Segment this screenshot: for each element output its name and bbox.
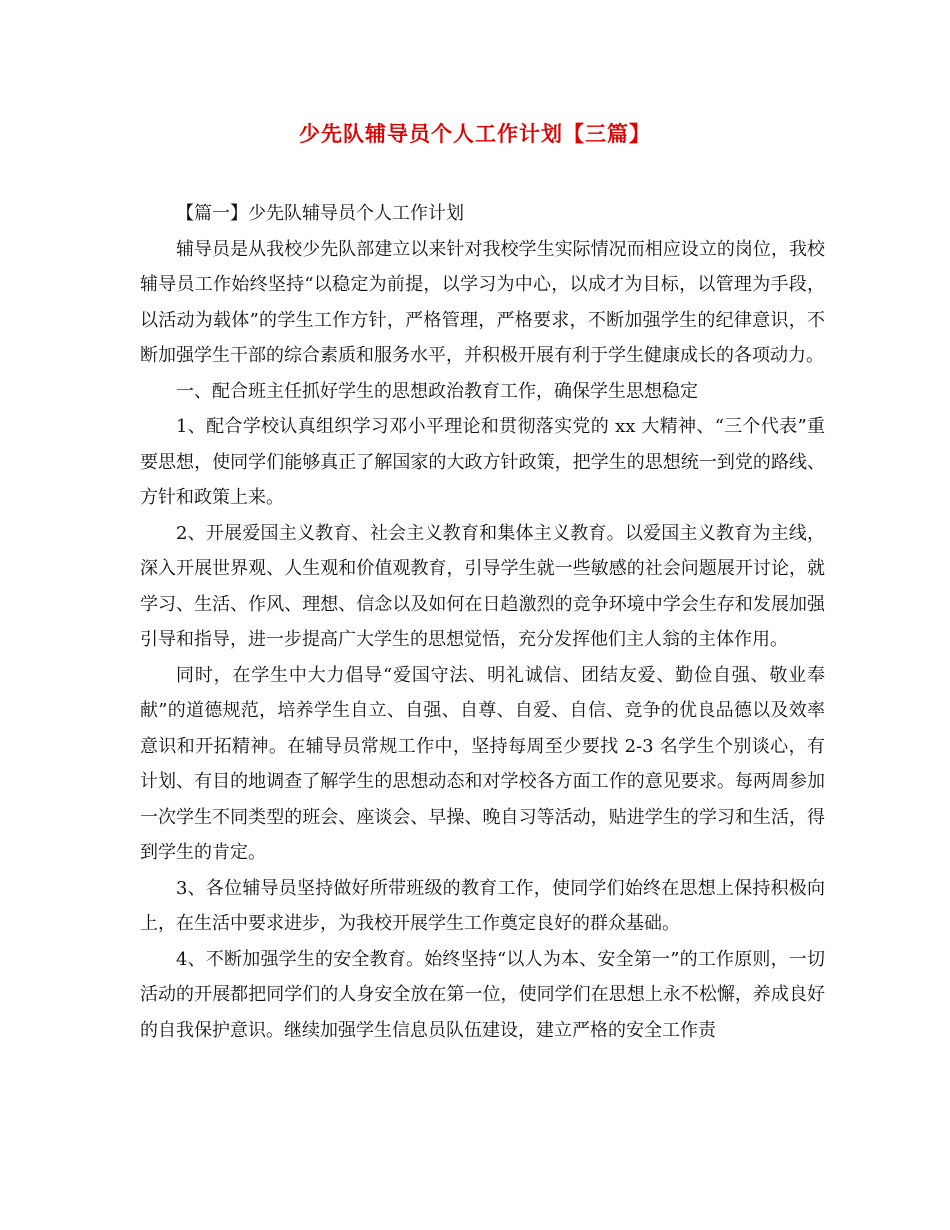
document-body xyxy=(140,196,825,1048)
paragraph-item-4: 4、不断加强学生的安全教育。始终坚持“以人为本、安全第一”的工作原则，一切活动的开展都把同学们的人身安全放在第一位，使同学们在思想上永不松懈，养成良好的自我保护意识。继续加强学生信息员队伍建设，建立严格的安全工作责 xyxy=(140,948,825,1041)
section-heading-ideology: 一、配合班主任抓好学生的思想政治教育工作，确保学生思想稳定 xyxy=(176,380,698,402)
section-heading-part-one: 【篇一】少先队辅导员个人工作计划 xyxy=(176,203,464,224)
paragraph-meanwhile: 同时，在学生中大力倡导“爱国守法、明礼诚信、团结友爱、勤俭自强、敬业奉献”的道德规范，培养学生自立、自强、自尊、自爱、自信、竞争的优良品德以及效率意识和开拓精神。在辅导员常规工作中，坚持每周至少要找 2-3 名学生个别谈心，有计划、有目的地调查了解学生的思想动态和对学校各方面工作的意见要求。每两周参加一次学生不同类型的班会、座谈会、早操、晚自习等活动，贴进学生的学习和生活，得到学生的肯定。 xyxy=(140,664,825,863)
intro-paragraph: 辅导员是从我校少先队部建立以来针对我校学生实际情况而相应设立的岗位，我校辅导员工作始终坚持“以稳定为前提，以学习为中心，以成才为目标，以管理为手段，以活动为载体”的学生工作方针，严格管理，严格要求，不断加强学生的纪律意识，不断加强学生干部的综合素质和服务水平，并积极开展有利于学生健康成长的各项动力。 xyxy=(140,238,825,366)
paragraph-item-2: 2、开展爱国主义教育、社会主义教育和集体主义教育。以爱国主义教育为主线，深入开展世界观、人生观和价值观教育，引导学生就一些敏感的社会问题展开讨论，就学习、生活、作风、理想、信念以及如何在日趋激烈的竞争环境中学会生存和发展加强引导和指导，进一步提高广大学生的思想觉悟，充分发挥他们主人翁的主体作用。 xyxy=(140,522,825,650)
paragraph-item-1: 1、配合学校认真组织学习邓小平理论和贯彻落实党的 xx 大精神、“三个代表”重要思想，使同学们能够真正了解国家的大政方针政策，把学生的思想统一到党的路线、方针和政策上来。 xyxy=(140,416,825,508)
paragraph-item-3: 3、各位辅导员坚持做好所带班级的教育工作，使同学们始终在思想上保持积极向上，在生活中要求进步，为我校开展学生工作奠定良好的群众基础。 xyxy=(140,877,825,934)
document-title: 少先队辅导员个人工作计划【三篇】 xyxy=(299,121,651,146)
